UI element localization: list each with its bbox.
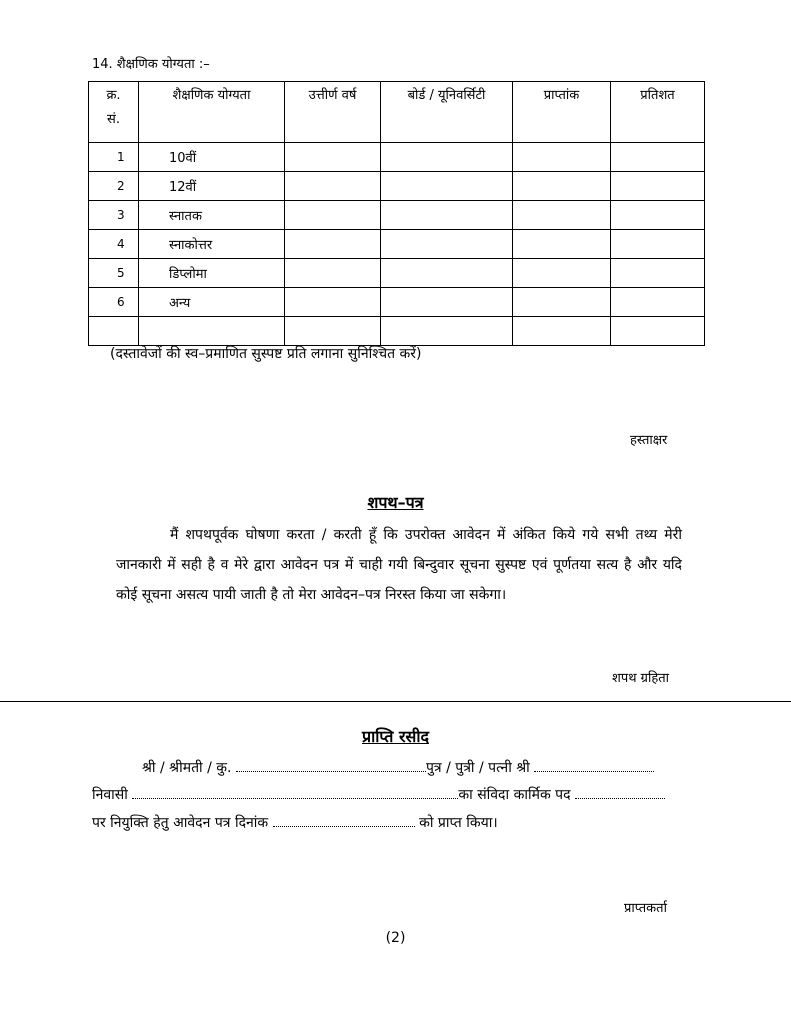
row-marks-cell[interactable]	[513, 201, 611, 230]
receipt-line-1	[142, 758, 654, 777]
row-serial	[89, 317, 139, 346]
header-qualification: शैक्षणिक योग्यता	[139, 82, 285, 143]
receiver-label: प्राप्तकर्ता	[624, 901, 667, 916]
row-percent-cell[interactable]	[611, 317, 705, 346]
row-marks-cell[interactable]	[513, 172, 611, 201]
row-serial: 4	[89, 230, 139, 259]
row-percent-cell[interactable]	[611, 259, 705, 288]
row-board-cell[interactable]	[381, 172, 513, 201]
table-row	[89, 317, 705, 346]
row-qualification: अन्य	[139, 288, 285, 317]
receipt-relation-label: पुत्र / पुत्री / पत्नी श्री	[425, 760, 530, 776]
section-title: 14. शैक्षणिक योग्यता :–	[92, 57, 210, 72]
table-row	[89, 172, 705, 201]
row-marks-cell[interactable]	[513, 230, 611, 259]
oath-title: शपथ–पत्र	[367, 493, 424, 512]
post-blank[interactable]	[575, 786, 665, 799]
header-year: उत्तीर्ण वर्ष	[285, 82, 381, 143]
header-serial-line1: क्र.	[106, 88, 121, 103]
row-marks-cell[interactable]	[513, 288, 611, 317]
qualification-table	[88, 81, 705, 346]
resident-blank[interactable]	[132, 786, 458, 799]
header-board: बोर्ड / यूनिवर्सिटी	[381, 82, 513, 143]
row-percent-cell[interactable]	[611, 230, 705, 259]
table-row	[89, 259, 705, 288]
row-year-cell[interactable]	[285, 230, 381, 259]
row-board-cell[interactable]	[381, 317, 513, 346]
receipt-post-label: का संविदा कार्मिक पद	[458, 787, 571, 803]
row-percent-cell[interactable]	[611, 143, 705, 172]
receipt-received-label: को प्राप्त किया।	[419, 815, 498, 831]
relation-name-blank[interactable]	[534, 759, 654, 772]
receipt-resident-label: निवासी	[92, 787, 128, 803]
section-divider	[0, 701, 791, 702]
attestation-note: (दस्तावेजों की स्व–प्रमाणित सुस्पष्ट प्रति लगाना सुनिश्चित करें)	[110, 346, 422, 362]
name-blank[interactable]	[236, 759, 426, 772]
row-percent-cell[interactable]	[611, 172, 705, 201]
row-serial: 1	[89, 143, 139, 172]
row-board-cell[interactable]	[381, 259, 513, 288]
oath-body	[116, 520, 682, 610]
row-year-cell[interactable]	[285, 259, 381, 288]
receipt-name-label: श्री / श्रीमती / कु.	[142, 760, 232, 776]
oath-body-text: मैं शपथपूर्वक घोषणा करता / करती हूँ कि उपरोक्त आवेदन में अंकित किये गये सभी तथ्य मेरी जानकारी में सही है व मेरे द्वारा आवेदन पत्र में चाही गयी बिन्दुवार सूचना सुस्पष्ट एवं पूर्णतया सत्य है और यदि कोई सूचना असत्य पायी जाती है तो मेरा आवेदन–पत्र निरस्त किया जा सकेगा।	[116, 527, 682, 603]
row-board-cell[interactable]	[381, 201, 513, 230]
table-row	[89, 230, 705, 259]
row-serial: 3	[89, 201, 139, 230]
row-board-cell[interactable]	[381, 288, 513, 317]
signature-label: हस्ताक्षर	[630, 433, 668, 448]
row-year-cell[interactable]	[285, 143, 381, 172]
row-qualification: डिप्लोमा	[139, 259, 285, 288]
page-number: (2)	[385, 930, 406, 946]
table-header-row	[89, 82, 705, 143]
row-year-cell[interactable]	[285, 172, 381, 201]
header-percent: प्रतिशत	[611, 82, 705, 143]
row-marks-cell[interactable]	[513, 317, 611, 346]
row-marks-cell[interactable]	[513, 143, 611, 172]
row-serial: 2	[89, 172, 139, 201]
table-row	[89, 143, 705, 172]
row-year-cell[interactable]	[285, 317, 381, 346]
receipt-title: प्राप्ति रसीद	[361, 727, 429, 746]
row-qualification: स्नाकोत्तर	[139, 230, 285, 259]
row-percent-cell[interactable]	[611, 288, 705, 317]
header-serial-line2: सं.	[107, 112, 120, 127]
header-marks: प्राप्तांक	[513, 82, 611, 143]
row-qualification	[139, 317, 285, 346]
header-serial	[89, 82, 139, 143]
row-qualification: 12वीं	[139, 172, 285, 201]
row-serial: 6	[89, 288, 139, 317]
receipt-date-label: पर नियुक्ति हेतु आवेदन पत्र दिनांक	[92, 815, 269, 831]
row-marks-cell[interactable]	[513, 259, 611, 288]
receipt-line-3	[92, 813, 498, 832]
date-blank[interactable]	[273, 814, 415, 827]
oath-signer-label: शपथ ग्रहिता	[612, 671, 670, 686]
row-board-cell[interactable]	[381, 230, 513, 259]
row-percent-cell[interactable]	[611, 201, 705, 230]
row-qualification: स्नातक	[139, 201, 285, 230]
row-qualification: 10वीं	[139, 143, 285, 172]
table-row	[89, 201, 705, 230]
row-serial: 5	[89, 259, 139, 288]
row-year-cell[interactable]	[285, 201, 381, 230]
row-board-cell[interactable]	[381, 143, 513, 172]
table-row	[89, 288, 705, 317]
receipt-line-2	[92, 785, 665, 804]
row-year-cell[interactable]	[285, 288, 381, 317]
